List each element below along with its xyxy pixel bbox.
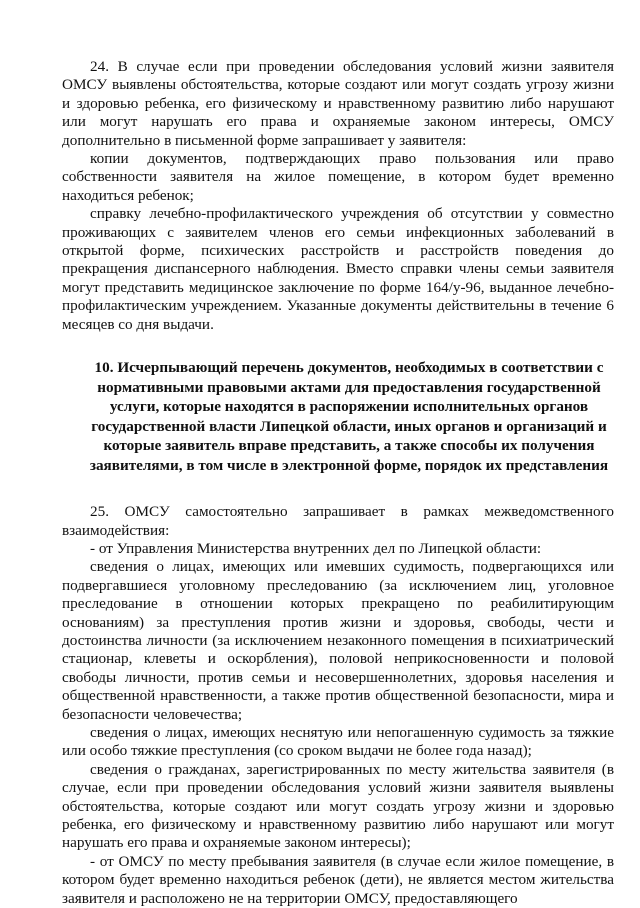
paragraph-from-omsu: - от ОМСУ по месту пребывания заявителя (в случае если жилое помещение, в котором будет временно находиться ребенок (дети), не является местом жительства заявителя и расположено не на территории ОМСУ, предоставляющего (62, 852, 614, 907)
paragraph-copies-of-documents: копии документов, подтверждающих право пользования или право собственности заявителя на жилое помещение, в котором будет временно находиться ребенок; (62, 150, 614, 204)
paragraph-criminal-records: сведения о лицах, имеющих или имевших судимость, подвергающихся или подвергавшиеся уголовному преследованию (за исключением лиц, уголовное преследование в отношении которых прекращено по реабилитирующим основаниям) за преступления против жизни и здоровья, свободы, чести и достоинства личности (за исключением незаконного помещения в психиатрический стационар, клеветы и оскорбления), половой неприкосновенности и половой свободы личности, против семьи и несовершеннолетних, здоровья населения и общественной нравственности, а также против общественной безопасности, мира и безопасности человечества; (62, 558, 614, 723)
paragraph-medical-certificate: справку лечебно-профилактического учреждения об отсутствии у совместно проживающих с заявителем членов его семьи инфекционных заболеваний в открытой форме, психических расстройств и расстройств поведения до прекращения диспансерного наблюдения. Вместо справки члены семьи заявителя могут представить медицинское заключение по форме 164/у-96, выданное лечебно-профилактическим учреждением. Указанные документы действительны в течение 6 месяцев со дня выдачи. (62, 205, 614, 333)
paragraph-from-ministry: - от Управления Министерства внутренних дел по Липецкой области: (90, 539, 542, 557)
paragraph-registered-citizens: сведения о гражданах, зарегистрированных по месту жительства заявителя (в случае, если при проведении обследования условий жизни заявителя выявлены обстоятельства, которые создают или могут создать угрозу жизни и здоровью ребенка, его физическому и нравственному развитию либо нарушают или могут нарушать его права и охраняемые законом интересы); (62, 760, 614, 852)
paragraph-24: 24. В случае если при проведении обследования условий жизни заявителя ОМСУ выявлены обстоятельства, которые создают или могут создать угрозу жизни и здоровью ребенка, его физическому и нравственному развитию либо нарушают или могут нарушать его права и охраняемые законом интересы, ОМСУ дополнительно в письменной форме запрашивает у заявителя: (62, 58, 614, 149)
paragraph-25: 25. ОМСУ самостоятельно запрашивает в рамках межведомственного взаимодействия: (62, 503, 614, 539)
section-heading-10: 10. Исчерпывающий перечень документов, необходимых в соответствии с нормативными правовыми актами для предоставления государственной услуги, которые находятся в распоряжении исполнительных органов государственной власти Липецкой области, иных органов и организаций и которые заявитель вправе представить, а также способы их получения заявителями, в том числе в электронной форме, порядок их представления (89, 359, 609, 474)
paragraph-unexpunged-convictions: сведения о лицах, имеющих неснятую или непогашенную судимость за тяжкие или особо тяжкие преступления (со сроком выдачи не более года назад); (62, 723, 614, 760)
